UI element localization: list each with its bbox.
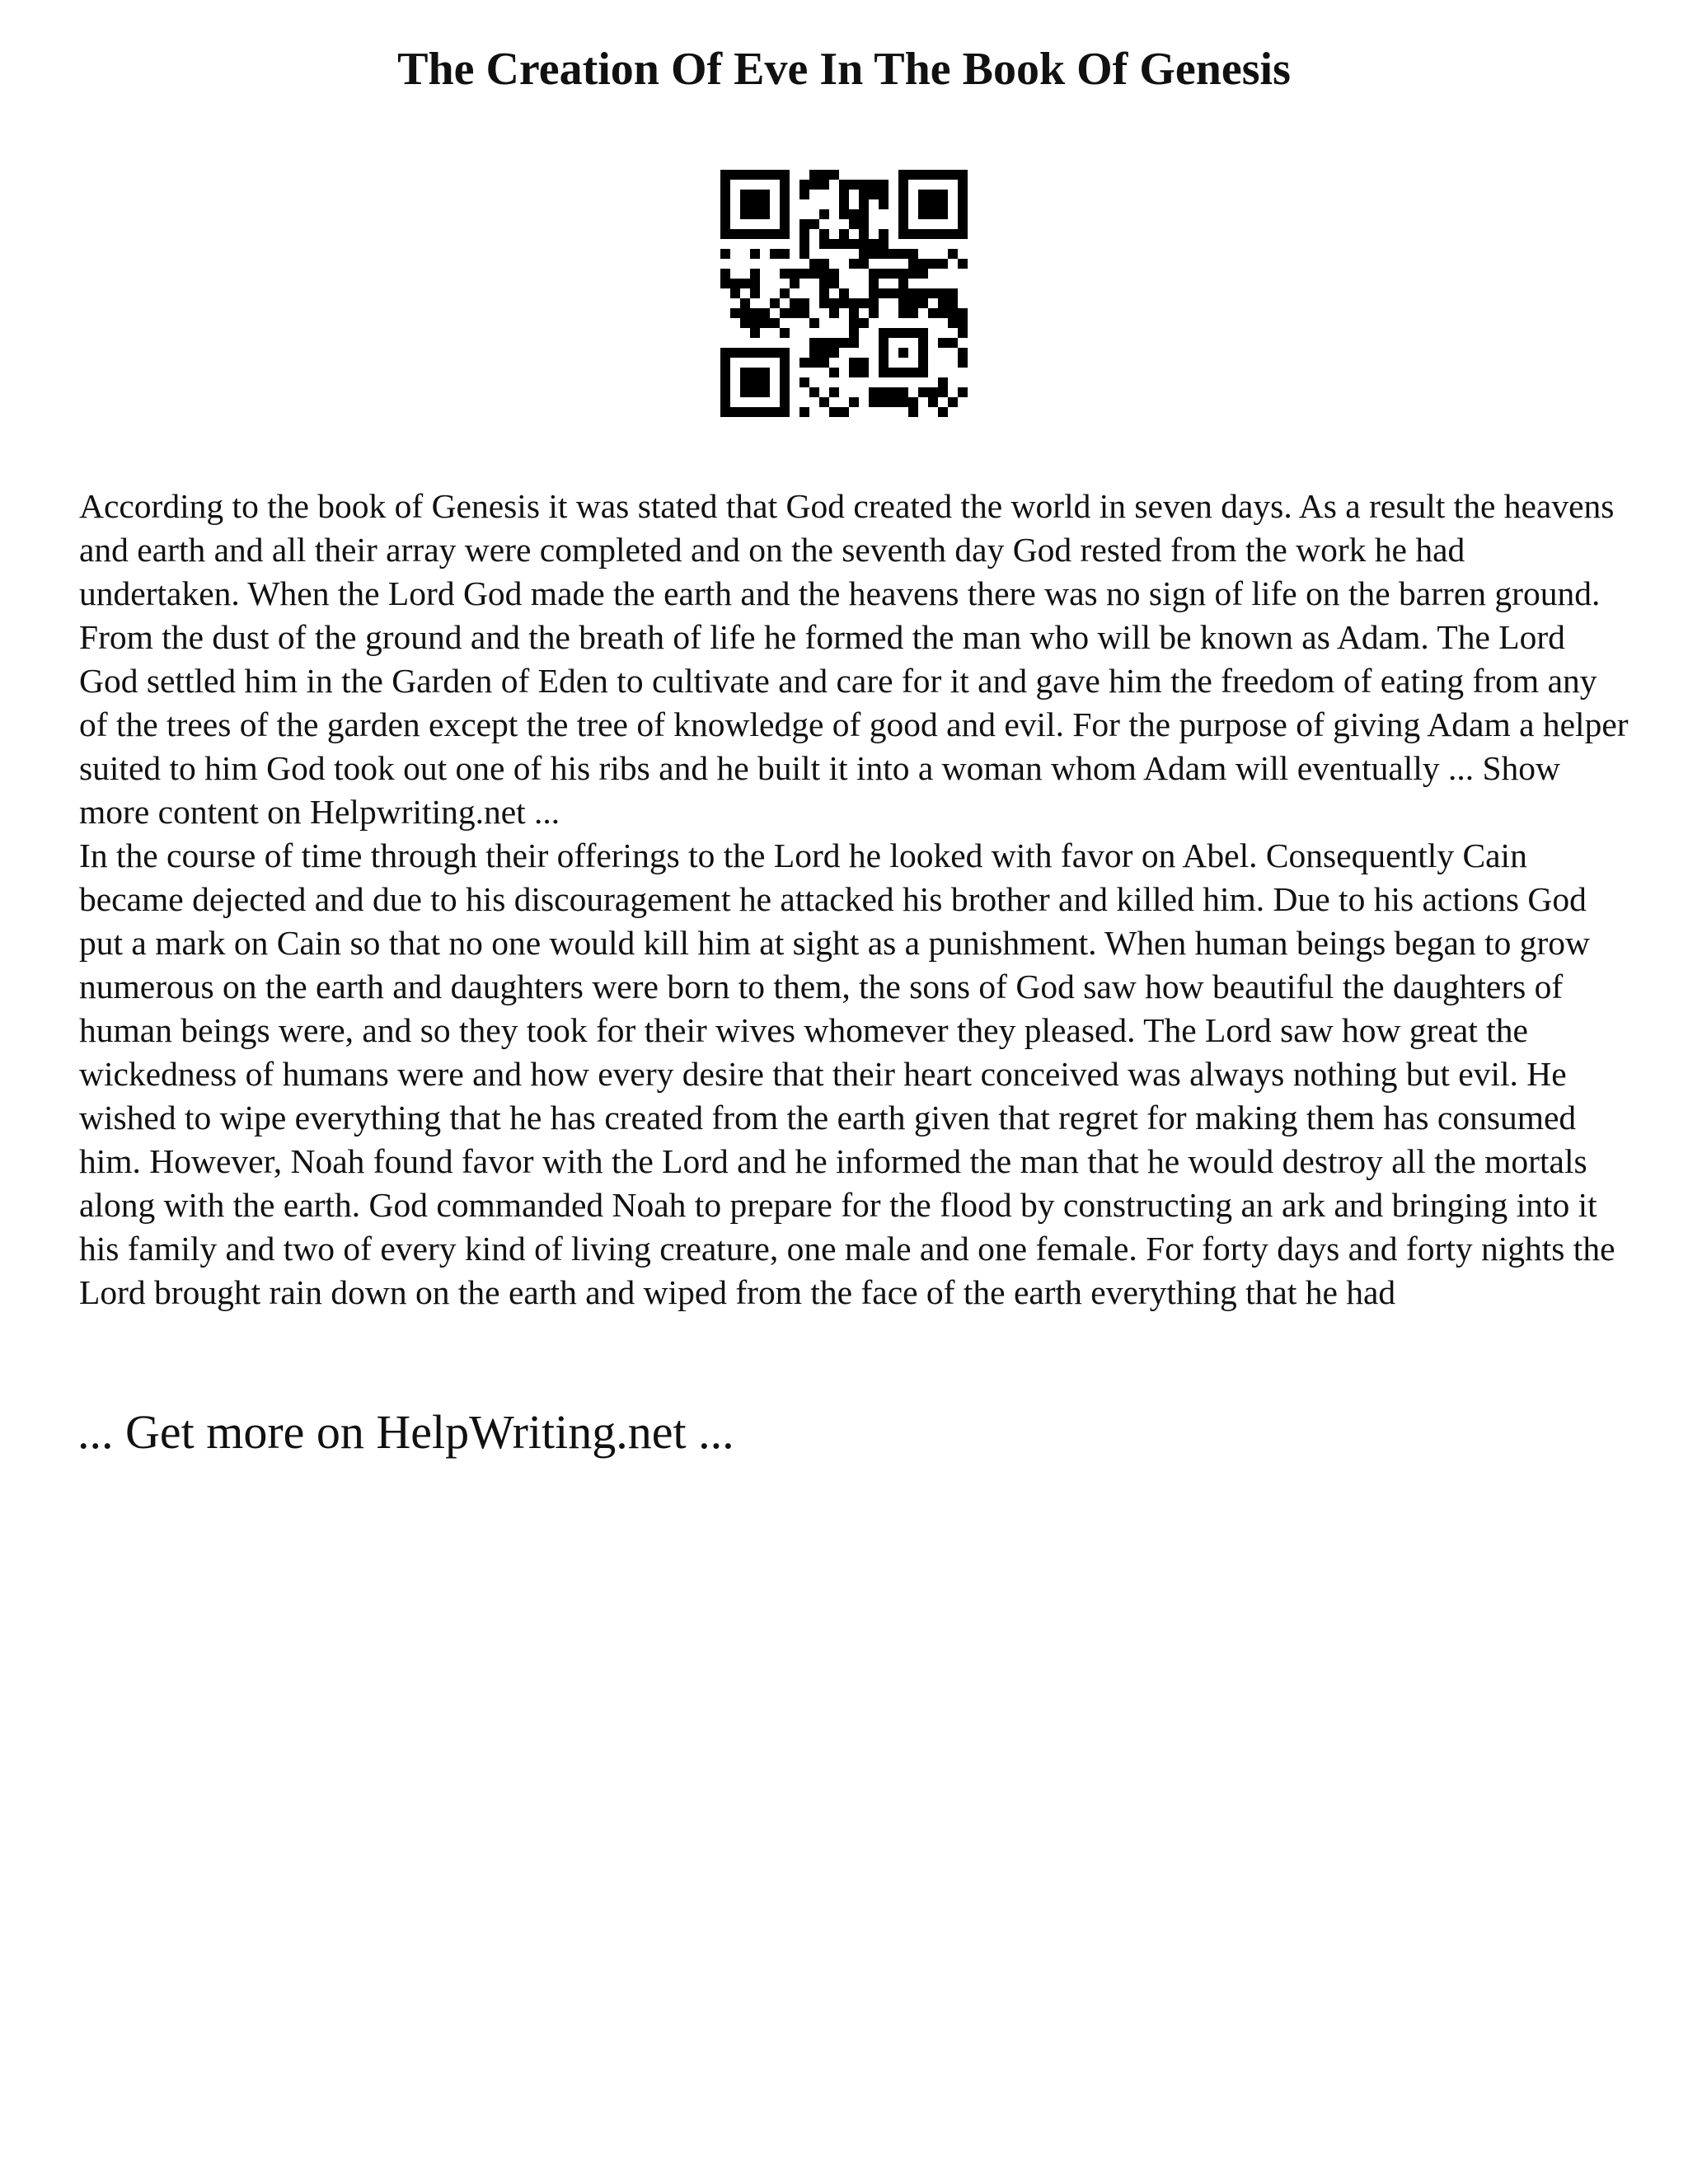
paragraph-2: In the course of time through their offerings to the Lord he looked with favor on Abel. Consequently Cain became dejected and due to his discouragement he attacked his brother and killed him. Due to his actions God put a mark on Cain so that no one would kill him at sight as a punishment. When human beings began to grow numerous on the earth and daughters were born to them, the sons of God saw how beautiful the daughters of human beings were, and so they took for their wives whomever they pleased. The Lord saw how great the wickedness of humans were and how every desire that their heart conceived was always nothing but evil. He wished to wipe everything that he has created from the earth given that regret for making them has consumed him. However, Noah found favor with the Lord and he informed the man that he would destroy all the mortals along with the earth. God commanded Noah to prepare for the flood by constructing an ark and bringing into it his family and two of every kind of living creature, one male and one female. For forty days and forty nights the Lord brought rain down on the earth and wiped from the face of the earth everything that he had [79, 837, 1615, 1311]
get-more-link[interactable]: ... Get more on HelpWriting.net ... [77, 1405, 734, 1459]
paragraph-1: According to the book of Genesis it was stated that God created the world in seven days. As a result the heavens and earth and all their array were completed and on the seventh day God rested from the work he had undertaken. When the Lord God made the earth and the heavens there was no sign of life on the barren ground. From the dust of the ground and the breath of life he formed the man who will be known as Adam. The Lord God settled him in the Garden of Eden to cultivate and care for it and gave him the freedom of eating from any of the trees of the garden except the tree of knowledge of good and evil. For the purpose of giving Adam a helper suited to him God took out one of his ribs and he built it into a woman whom Adam will eventually ... Show more content on Helpwriting.net ... [79, 487, 1629, 831]
page-title: The Creation Of Eve In The Book Of Genesis [397, 44, 1291, 95]
qr-code-icon[interactable] [720, 170, 968, 417]
article-body [79, 485, 1629, 1315]
qr-code-graphic [720, 170, 968, 417]
